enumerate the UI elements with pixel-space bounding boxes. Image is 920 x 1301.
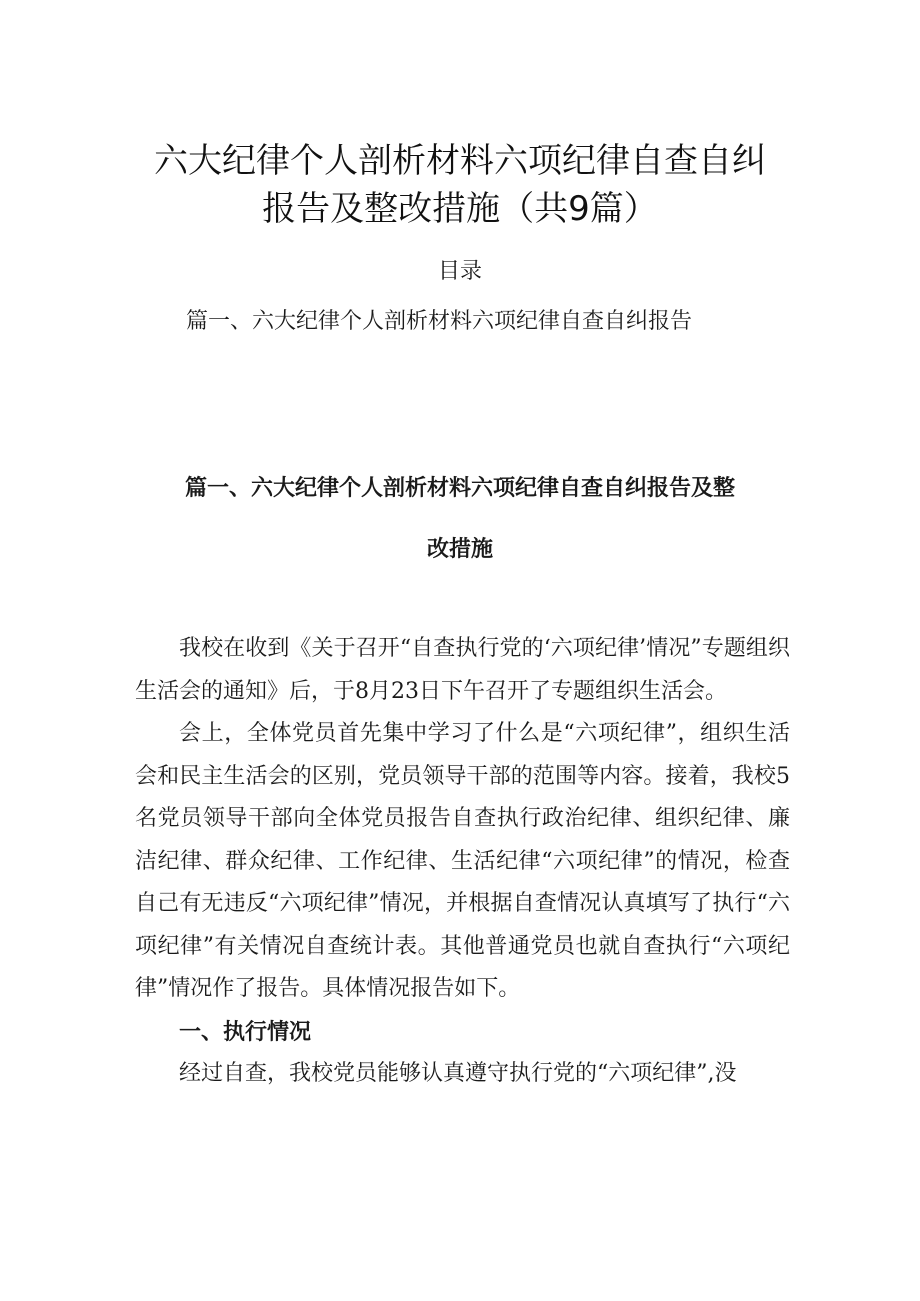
document-title-line-1: 六大纪律个人剖析材料六项纪律自查自纠 xyxy=(154,141,766,181)
paragraph-1: 我校在收到《关于召开“自查执行党的‘六项纪律’情况”专题组织生活会的通知》后，于8月23日下午召开了专题组织生活会。 xyxy=(135,636,790,704)
body-text xyxy=(135,628,790,1096)
paragraph-3: 经过自查，我校党员能够认真遵守执行党的“六项纪律”,没 xyxy=(179,1061,737,1086)
section-title-line-1: 篇一、六大纪律个人剖析材料六项纪律自查自纠报告及整 xyxy=(184,475,735,501)
toc-item[interactable]: 篇一、六大纪律个人剖析材料六项纪律自查自纠报告 xyxy=(186,309,693,334)
document-title-line-2: 报告及整改措施（共9篇） xyxy=(262,189,658,229)
section-title-line-2: 改措施 xyxy=(426,536,493,562)
subheading-execution: 一、执行情况 xyxy=(179,1018,312,1045)
toc-heading: 目录 xyxy=(437,259,482,284)
paragraph-2: 会上，全体党员首先集中学习了什么是“六项纪律”，组织生活会和民主生活会的区别，党员领导干部的范围等内容。接着，我校5名党员领导干部向全体党员报告自查执行政治纪律、组织纪律、廉洁纪律、群众纪律、工作纪律、生活纪律“六项纪律”的情况，检查自己有无违反“六项纪律”情况，并根据自查情况认真填写了执行“六项纪律”有关情况自查统计表。其他普通党员也就自查执行“六项纪律”情况作了报告。具体情况报告如下。 xyxy=(135,721,790,1001)
